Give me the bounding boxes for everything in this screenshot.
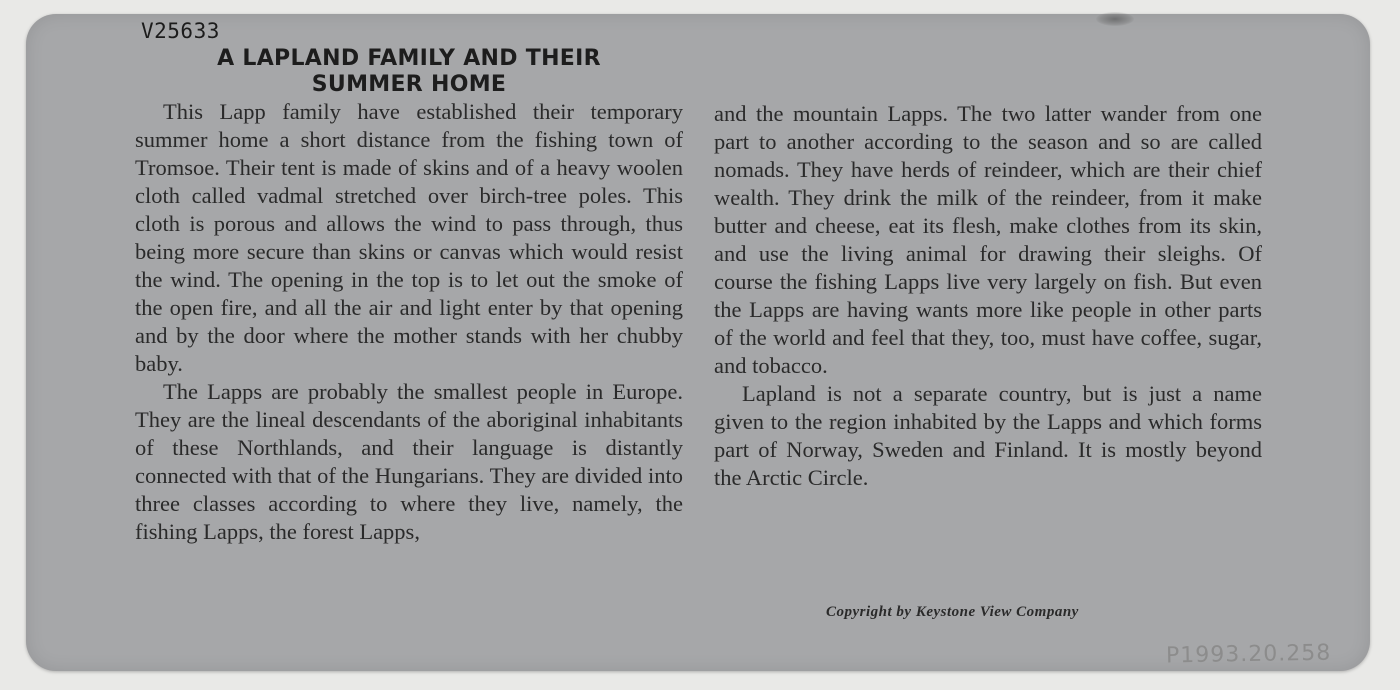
paragraph-left-2: The Lapps are probably the smallest people in Europe. They are the lineal descendants of the aboriginal inhabitants of these Northlands, and their language is distantly connected with that of the Hungarians. They are divided into three classes according to where they live, namely, the fishing Lapps, the forest Lapps, [135,379,683,544]
card-title [134,46,684,98]
paragraph-left-1: This Lapp family have established their temporary summer home a short distance from the fishing town of Tromsoe. Their tent is made of skins and of a heavy woolen cloth called vadmal stretched over birch-tree poles. This cloth is porous and allows the wind to pass through, thus being more secure than skins or canvas which would resist the wind. The opening in the top is to let out the smoke of the open fire, and all the air and light enter by that opening and by the door where the mother stands with her chubby baby. [135,99,683,376]
ink-smudge [1096,12,1134,26]
catalog-number: V25633 [141,19,220,43]
paragraph-right-2: Lapland is not a separate country, but is just a name given to the region inhabited by the Lapps and which forms part of Norway, Sweden and Finland. It is mostly beyond the Arctic Circle. [714,381,1262,490]
text-column-right [714,100,1262,492]
paragraph-right-1: and the mountain Lapps. The two latter wander from one part to another according to the season and so are called nomads. They have herds of reindeer, which are their chief wealth. They drink the milk of the reindeer, from it make butter and cheese, eat its flesh, make clothes from its skin, and use the living animal for drawing their sleighs. Of course the fishing Lapps live very largely on fish. But even the Lapps are having wants more like people in other parts of the world and feel that they, too, must have coffee, sugar, and tobacco. [714,101,1262,378]
copyright-line: Copyright by Keystone View Company [826,604,1079,620]
card-title-line-2: SUMMER HOME [311,72,507,97]
text-column-left [135,98,683,546]
card-title-line-1: A LAPLAND FAMILY AND THEIR [217,46,601,71]
accession-number: P1993.20.258 [1165,640,1332,669]
